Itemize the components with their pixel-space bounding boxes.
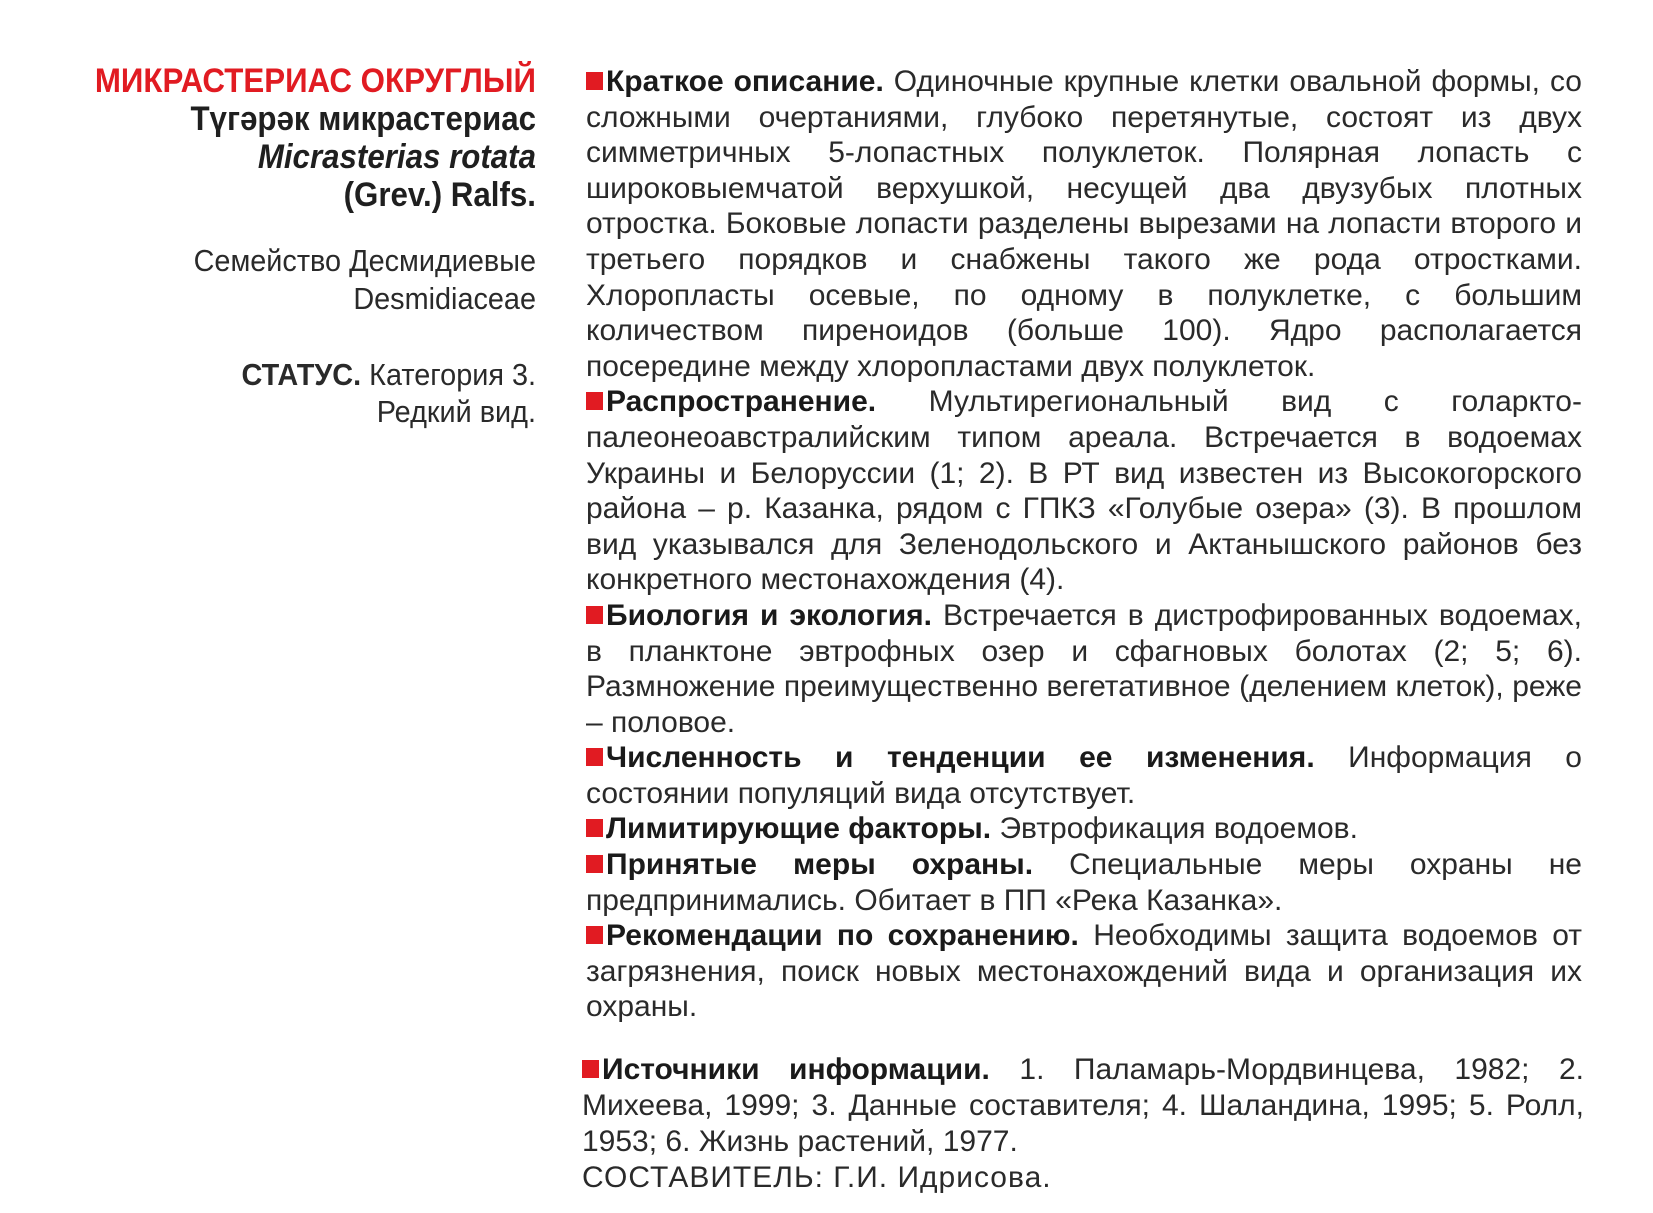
section-title: Принятые меры охраны.	[606, 848, 1034, 882]
family-name-latin: Desmidiaceae	[353, 281, 536, 316]
red-square-icon	[586, 819, 603, 837]
red-square-icon	[582, 1060, 599, 1078]
sources-block	[582, 1052, 1584, 1196]
section-limiting-factors	[586, 811, 1582, 847]
family-block	[75, 242, 536, 318]
section-text: Информация о состоянии популяций вида отсутствует.	[586, 741, 1582, 810]
status-description: Редкий вид.	[376, 394, 536, 429]
section-title: Рекомендации по сохранению.	[606, 919, 1079, 953]
section-recommendations	[586, 918, 1582, 1025]
red-square-icon	[586, 748, 603, 766]
section-population	[586, 740, 1582, 811]
species-author: (Grev.) Ralfs.	[343, 176, 536, 214]
section-text: Встречается в дистрофированных водоемах, в планктоне эвтрофных озер и сфагновых болотах (2; 5; 6). Размножение преимущественно вегетативное (делением клеток), реже – половое.	[586, 598, 1582, 739]
section-title: Численность и тенденции ее изменения.	[606, 741, 1315, 775]
red-square-icon	[586, 392, 603, 410]
sources-text: 1. Паламарь-Мордвинцева, 1982; 2. Михеева, 1999; 3. Данные составителя; 4. Шаландина, 1995; 5. Ролл, 1953; 6. Жизнь растений, 1977.	[582, 1053, 1585, 1158]
species-name-ru: МИКРАСТЕРИАС ОКРУГЛЫЙ	[94, 62, 537, 100]
status-label: СТАТУС.	[241, 357, 362, 392]
species-description	[586, 64, 1582, 1025]
sources-title: Источники информации.	[602, 1053, 990, 1086]
section-biology	[586, 598, 1582, 740]
compiler-credit: СОСТАВИТЕЛЬ: Г.И. Идрисова.	[582, 1161, 1052, 1194]
status-block	[75, 356, 536, 430]
species-name-tt: Түгәрәк микрастериас	[190, 100, 536, 138]
red-square-icon	[586, 926, 603, 944]
section-distribution	[586, 384, 1582, 598]
section-text: Эвтрофикация водоемов.	[999, 812, 1358, 846]
section-text: Одиночные крупные клетки овальной формы, со сложными очертаниями, глубоко перетянутые, состоят из двух симметричных 5-лопастных полуклеток. Полярная лопасть с широковыемчатой верхушкой, несущей два двузубых плотных отростка. Боковые лопасти разделены вырезами на лопасти второго и третьего порядков и снабжены такого же рода отростками. Хлоропласты осевые, по одному в полуклетке, с большим количеством пиреноидов (больше 100). Ядро располагается посередине между хлоропластами двух полуклеток.	[586, 65, 1582, 383]
section-title: Лимитирующие факторы.	[606, 812, 992, 846]
section-title: Распространение.	[606, 385, 877, 419]
red-square-icon	[586, 72, 603, 90]
section-title: Краткое описание.	[606, 65, 884, 98]
section-title: Биология и экология.	[606, 598, 932, 632]
species-name-latin: Micrasterias rotata	[257, 138, 536, 176]
section-text: Необходимы защита водоемов от загрязнения, поиск новых местонахождений вида и организация их охраны.	[586, 919, 1582, 1024]
family-name-ru: Семейство Десмидиевые	[193, 243, 536, 278]
section-protection-measures	[586, 847, 1582, 918]
status-category: Категория 3.	[369, 357, 536, 392]
red-square-icon	[586, 606, 603, 624]
section-text: Специальные меры охраны не предпринимались. Обитает в ПП «Река Казанка».	[586, 848, 1582, 917]
section-description	[586, 64, 1582, 384]
sources-paragraph	[582, 1052, 1584, 1160]
species-header	[40, 62, 536, 430]
section-text: Мультирегиональный вид с голаркто-палеонеоавстралийским типом ареала. Встречается в водоемах Украины и Белоруссии (1; 2). В РТ вид известен из Высокогорского района – р. Казанка, рядом с ГПКЗ «Голубые озера» (3). В прошлом вид указывался для Зеленодольского и Актанышского районов без конкретного местонахождения (4).	[586, 385, 1582, 597]
red-square-icon	[586, 855, 603, 873]
